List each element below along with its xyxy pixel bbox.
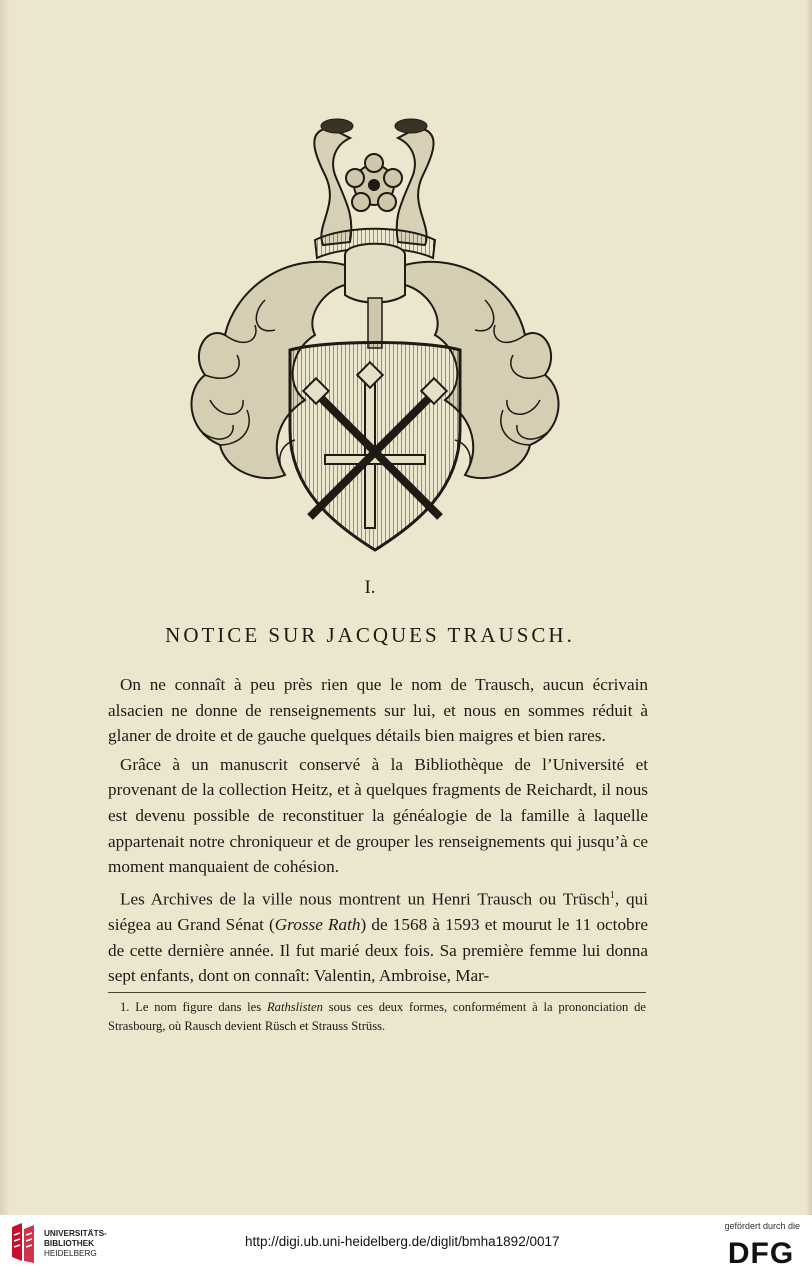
footnote-marker: 1 (609, 889, 615, 901)
permalink-url[interactable]: http://digi.ub.uni-heidelberg.de/diglit/bmha1892/0017 (245, 1234, 560, 1249)
library-name (44, 1229, 107, 1259)
paragraph: Grâce à un manuscrit conservé à la Bibliothèque de l’Université et provenant de la collection Heitz, et à quelques fragments de Reichardt, il nous est devenu possible de reconstituer la généalogie de la famille à laquelle appartenait notre chroniqueur et de grouper les renseignements qui jusqu’à ce moment manquaient de cohésion. (108, 754, 648, 877)
paragraph-text: Les Archives de la ville nous montrent un Henri Trausch ou Trüsch (120, 889, 610, 909)
paragraph-text: , qui siégea au Grand Sénat ( (108, 889, 648, 935)
library-logo-icon[interactable] (8, 1221, 38, 1265)
library-name-line: UNIVERSITÄTS- (44, 1229, 107, 1238)
coat-of-arms-icon (165, 100, 577, 560)
page-left-edge (0, 0, 10, 1215)
library-name-line: HEIDELBERG (44, 1249, 97, 1258)
paragraph-text: ) de 1568 à 1593 et mourut le 11 octobre de cette dernière année. Il fut marié deux fois. Sa première femme lui donna sept enfants, dont on connaît: Valentin, Ambroise, Mar- (108, 915, 648, 986)
dfg-logo-icon[interactable] (722, 1235, 800, 1267)
paragraph (108, 883, 648, 989)
footnote-label: 1. (120, 1000, 130, 1014)
footnote (108, 998, 646, 1036)
sponsor-text: gefördert durch die (724, 1221, 800, 1231)
footnote-divider (108, 992, 646, 993)
footnote-text: sous ces deux formes, conformément à la prononciation de Strasbourg, où Rausch devient Rüsch et Strauss Strüss. (108, 1000, 646, 1033)
chapter-number: I. (364, 577, 376, 598)
dfg-logo-text: DFG (727, 1237, 795, 1267)
page-title: NOTICE SUR JACQUES TRAUSCH. (165, 623, 575, 647)
paragraph: On ne connaît à peu près rien que le nom de Trausch, aucun écrivain alsacien ne donne de renseignements sur lui, et nous en sommes réduit à glaner de droite et de gauche quelques détails bien maigres et bien rares. (108, 675, 648, 746)
footnote-italic: Rathslisten (266, 1000, 323, 1014)
footnote-text: Le nom figure dans les (129, 1000, 267, 1014)
library-name-line: BIBLIOTHEK (44, 1239, 95, 1248)
viewer-footer (0, 1215, 812, 1273)
page-right-edge (806, 0, 812, 1215)
italic-term: Grosse Rath (274, 915, 361, 935)
body-text (108, 672, 648, 989)
